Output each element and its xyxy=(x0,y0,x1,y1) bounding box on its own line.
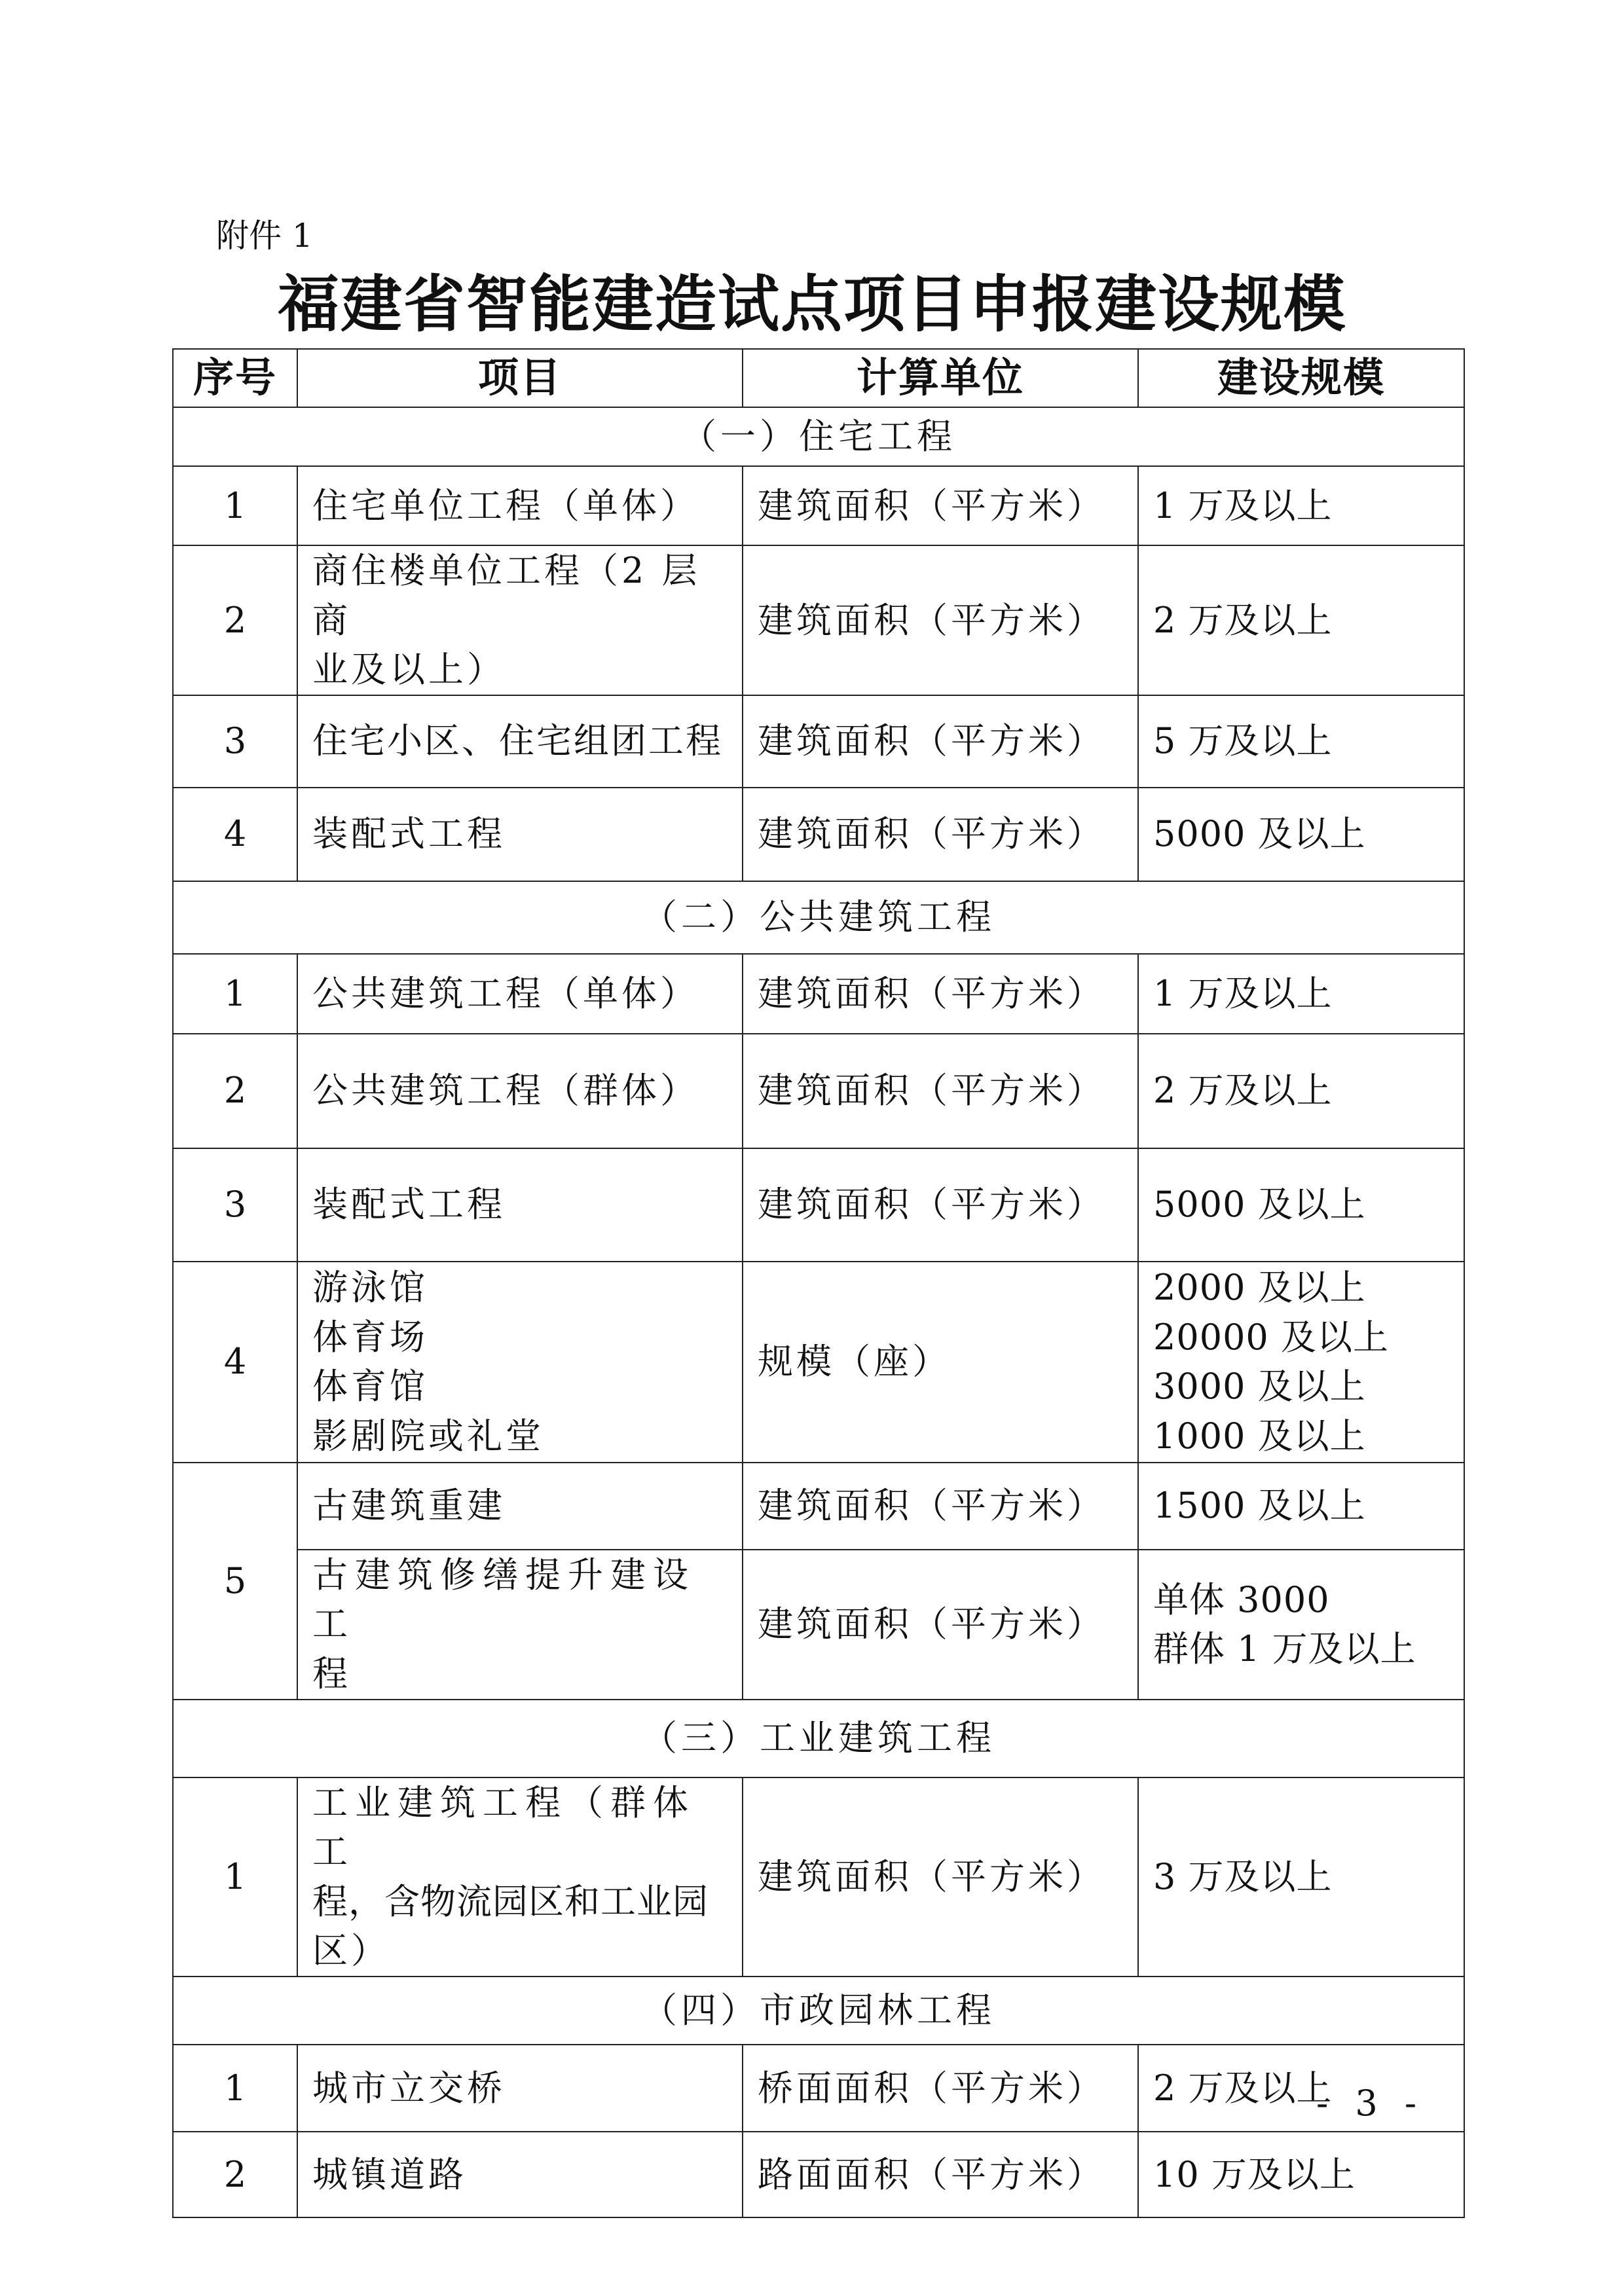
item-line: 体育场 xyxy=(312,1316,428,1358)
item-line: 程，含物流园区和工业园 xyxy=(312,1880,709,1922)
header-seq: 序号 xyxy=(173,349,297,407)
table-row xyxy=(173,466,1464,545)
scale-cell: 1 万及以上 xyxy=(1138,954,1464,1034)
item-line: 影剧院或礼堂 xyxy=(312,1415,544,1457)
item-line: 工业建筑工程（群体工 xyxy=(312,1781,695,1873)
header-item: 项目 xyxy=(297,349,743,407)
scale-cell: 1 万及以上 xyxy=(1138,466,1464,545)
section-header xyxy=(173,1977,1464,2045)
unit-cell: 建筑面积（平方米） xyxy=(743,788,1138,881)
item-cell xyxy=(297,545,743,695)
seq-cell: 5 xyxy=(173,1463,297,1700)
unit-cell: 建筑面积（平方米） xyxy=(743,954,1138,1034)
unit-cell: 建筑面积（平方米） xyxy=(743,1777,1138,1977)
unit-cell: 建筑面积（平方米） xyxy=(743,1550,1138,1700)
scale-cell: 5000 及以上 xyxy=(1138,1148,1464,1262)
table-row xyxy=(173,954,1464,1034)
table-row xyxy=(173,788,1464,881)
table-row xyxy=(173,1550,1464,1700)
attachment-label: 附件 1 xyxy=(216,217,313,255)
unit-cell: 建筑面积（平方米） xyxy=(743,1034,1138,1148)
item-cell: 住宅小区、住宅组团工程 xyxy=(297,695,743,788)
item-line: 区） xyxy=(312,1930,390,1972)
seq-cell: 2 xyxy=(173,2132,297,2217)
unit-cell: 建筑面积（平方米） xyxy=(743,466,1138,545)
table-row xyxy=(173,545,1464,695)
table-row xyxy=(173,1262,1464,1463)
section-title: （四）市政园林工程 xyxy=(173,1977,1464,2045)
document-title: 福建省智能建造试点项目申报建设规模 xyxy=(277,268,1346,340)
section-header xyxy=(173,1700,1464,1777)
seq-cell: 2 xyxy=(173,1034,297,1148)
section-header xyxy=(173,407,1464,466)
item-cell: 古建筑重建 xyxy=(297,1463,743,1550)
seq-cell: 1 xyxy=(173,954,297,1034)
item-line: 体育馆 xyxy=(312,1366,428,1408)
seq-cell: 3 xyxy=(173,1148,297,1262)
unit-cell: 桥面面积（平方米） xyxy=(743,2045,1138,2132)
scale-line: 20000 及以上 xyxy=(1153,1316,1389,1358)
scale-cell xyxy=(1138,1550,1464,1700)
item-cell: 住宅单位工程（单体） xyxy=(297,466,743,545)
item-cell: 城镇道路 xyxy=(297,2132,743,2217)
scale-cell: 3 万及以上 xyxy=(1138,1777,1464,1977)
unit-cell: 规模（座） xyxy=(743,1262,1138,1463)
page-number: - 3 - xyxy=(1316,2083,1425,2124)
table-row xyxy=(173,2045,1464,2132)
seq-cell: 4 xyxy=(173,1262,297,1463)
item-cell: 公共建筑工程（单体） xyxy=(297,954,743,1034)
item-line: 程 xyxy=(312,1652,351,1694)
seq-cell: 1 xyxy=(173,2045,297,2132)
unit-cell: 建筑面积（平方米） xyxy=(743,1463,1138,1550)
item-cell: 装配式工程 xyxy=(297,788,743,881)
section-title: （一）住宅工程 xyxy=(173,407,1464,466)
scale-line: 3000 及以上 xyxy=(1153,1366,1366,1408)
seq-cell: 1 xyxy=(173,466,297,545)
table-row xyxy=(173,1463,1464,1550)
scale-cell: 2 万及以上 xyxy=(1138,2045,1464,2132)
seq-cell: 1 xyxy=(173,1777,297,1977)
table-row xyxy=(173,1777,1464,1977)
scale-line: 1000 及以上 xyxy=(1153,1415,1366,1457)
header-scale: 建设规模 xyxy=(1138,349,1464,407)
section-title: （三）工业建筑工程 xyxy=(173,1700,1464,1777)
construction-scale-table xyxy=(172,348,1465,2218)
scale-line: 单体 3000 xyxy=(1153,1578,1330,1620)
unit-cell: 建筑面积（平方米） xyxy=(743,1148,1138,1262)
item-line: 古建筑修缮提升建设工 xyxy=(312,1554,695,1645)
scale-cell: 5000 及以上 xyxy=(1138,788,1464,881)
item-cell: 公共建筑工程（群体） xyxy=(297,1034,743,1148)
table-row xyxy=(173,695,1464,788)
scale-line: 群体 1 万及以上 xyxy=(1153,1628,1416,1670)
header-unit: 计算单位 xyxy=(743,349,1138,407)
seq-cell: 3 xyxy=(173,695,297,788)
unit-cell: 建筑面积（平方米） xyxy=(743,545,1138,695)
table-header-row xyxy=(173,349,1464,407)
item-cell xyxy=(297,1550,743,1700)
scale-cell: 2 万及以上 xyxy=(1138,545,1464,695)
table-row xyxy=(173,1148,1464,1262)
scale-cell: 1500 及以上 xyxy=(1138,1463,1464,1550)
item-line: 业及以上） xyxy=(312,649,506,691)
unit-cell: 建筑面积（平方米） xyxy=(743,695,1138,788)
scale-cell: 2 万及以上 xyxy=(1138,1034,1464,1148)
item-cell: 城市立交桥 xyxy=(297,2045,743,2132)
item-cell xyxy=(297,1777,743,1977)
unit-cell: 路面面积（平方米） xyxy=(743,2132,1138,2217)
item-cell xyxy=(297,1262,743,1463)
table-row xyxy=(173,1034,1464,1148)
item-line: 商住楼单位工程（2 层商 xyxy=(312,550,701,641)
scale-cell xyxy=(1138,1262,1464,1463)
item-line: 游泳馆 xyxy=(312,1267,428,1309)
scale-line: 2000 及以上 xyxy=(1153,1267,1366,1309)
section-title: （二）公共建筑工程 xyxy=(173,881,1464,954)
seq-cell: 4 xyxy=(173,788,297,881)
seq-cell: 2 xyxy=(173,545,297,695)
section-header xyxy=(173,881,1464,954)
item-cell: 装配式工程 xyxy=(297,1148,743,1262)
scale-cell: 10 万及以上 xyxy=(1138,2132,1464,2217)
table-row xyxy=(173,2132,1464,2217)
scale-cell: 5 万及以上 xyxy=(1138,695,1464,788)
